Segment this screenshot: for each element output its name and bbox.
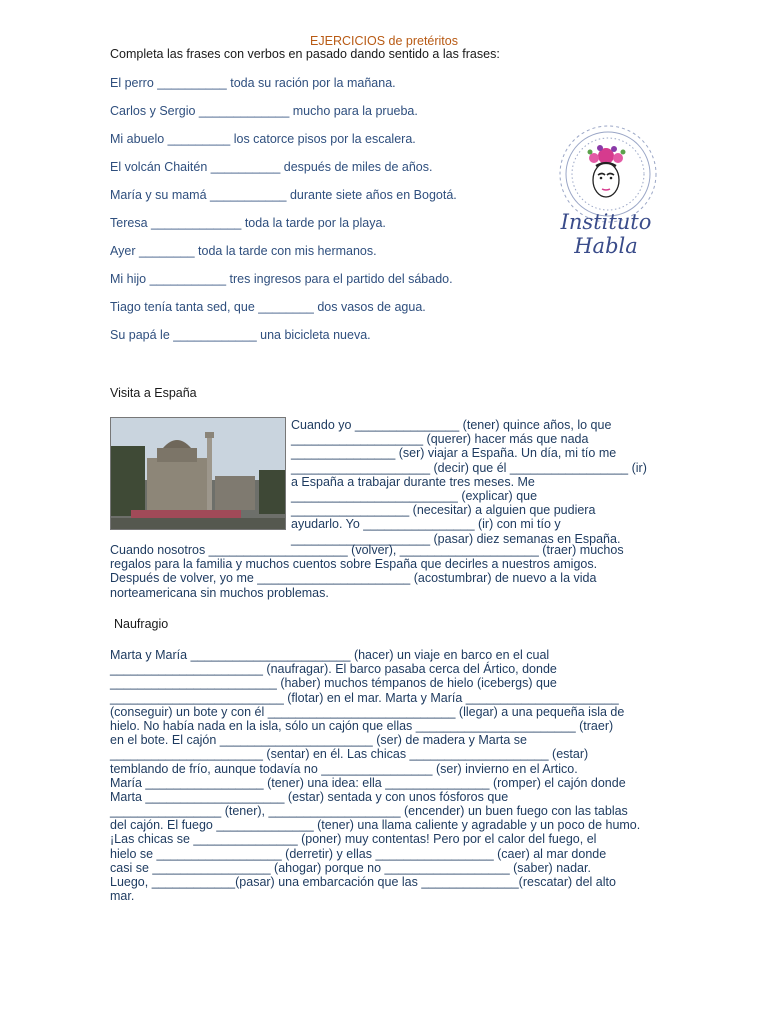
naufragio-line: (conseguir) un bote y con él ___________________________ (llegar) a una pequeña isla de bbox=[110, 704, 625, 719]
logo-text: Instituto Habla bbox=[560, 210, 652, 258]
visita-line: ____________________ (decir) que él _________________ (ir) bbox=[291, 460, 647, 475]
naufragio-line: Marta y María _______________________ (hacer) un viaje en barco en el cual bbox=[110, 648, 550, 662]
sentence-8: Mi hijo ___________ tres ingresos para el partido del sábado. bbox=[110, 272, 453, 286]
visita-line: Cuando nosotros ____________________ (volver), ____________________ (traer) muchos bbox=[110, 543, 624, 557]
visita-line: ____________________ (pasar) diez semanas en España. bbox=[291, 531, 621, 546]
naufragio-line: mar. bbox=[110, 889, 135, 904]
visita-line: a España a trabajar durante tres meses. Me bbox=[291, 474, 535, 489]
visita-line: norteamericana sin muchos problemas. bbox=[110, 585, 329, 600]
visita-line: ayudarlo. Yo ________________ (ir) con mi tío y bbox=[291, 517, 561, 532]
naufragio-line: hielo. No había nada en la isla, sólo un cajón que ellas _______________________ (traer) bbox=[110, 718, 614, 733]
page-title: EJERCICIOS de pretéritos bbox=[310, 34, 458, 48]
naufragio-line: María _________________ (tener) una idea: ella _______________ (romper) el cajón donde bbox=[110, 775, 626, 790]
sentence-3: Mi abuelo _________ los catorce pisos por la escalera. bbox=[110, 132, 416, 146]
sentence-6: Teresa _____________ toda la tarde por la playa. bbox=[110, 216, 386, 230]
naufragio-line: hielo se __________________ (derretir) y ellas _________________ (caer) al mar donde bbox=[110, 846, 607, 861]
visita-line: Después de volver, yo me ______________________ (acostumbrar) de nuevo a la vida bbox=[110, 571, 597, 586]
sentence-5: María y su mamá ___________ durante siete años en Bogotá. bbox=[110, 188, 457, 202]
naufragio-line: ______________________ (sentar) en él. Las chicas ____________________ (estar) bbox=[110, 747, 589, 762]
sentence-7: Ayer ________ toda la tarde con mis hermanos. bbox=[110, 244, 377, 258]
naufragio-line: Luego, ____________(pasar) una embarcación que las ______________(rescatar) del alto bbox=[110, 875, 616, 889]
naufragio-line: _________________________ (flotar) en el mar. Marta y María ______________________ bbox=[110, 690, 619, 705]
visita-line: regalos para la familia y muchos cuentos sobre España que decirles a nuestros amigos. bbox=[110, 557, 598, 572]
naufragio-line: temblando de frío, aunque todavía no ________________ (ser) invierno en el Artico. bbox=[110, 761, 578, 776]
instituto-habla-logo bbox=[528, 122, 684, 258]
naufragio-line: ¡Las chicas se _______________ (poner) muy contentas! Pero por el calor del fuego, el bbox=[110, 832, 597, 847]
visita-line: Cuando yo _______________ (tener) quince años, lo que bbox=[291, 418, 612, 432]
sentence-1: El perro __________ toda su ración por la mañana. bbox=[110, 76, 396, 90]
naufragio-line: ________________ (tener), ___________________ (encender) un buen fuego con las tablas bbox=[110, 804, 628, 819]
sentence-9: Tiago tenía tanta sed, que ________ dos vasos de agua. bbox=[110, 300, 426, 314]
naufragio-line: Marta ____________________ (estar) sentada y con unos fósforos que bbox=[110, 789, 509, 804]
visita-line: ___________________ (querer) hacer más que nada bbox=[291, 432, 589, 447]
naufragio-line: casi se _________________ (ahogar) porque no __________________ (saber) nadar. bbox=[110, 860, 591, 875]
visita-line: ________________________ (explicar) que bbox=[291, 488, 538, 503]
sentence-2: Carlos y Sergio _____________ mucho para la prueba. bbox=[110, 104, 418, 118]
visita-line: _______________ (ser) viajar a España. Un día, mi tío me bbox=[291, 446, 617, 461]
instructions: Completa las frases con verbos en pasado dando sentido a las frases: bbox=[110, 47, 500, 61]
naufragio-line: del cajón. El fuego ______________ (tener) una llama caliente y agradable y un poco de humo. bbox=[110, 818, 641, 833]
photo-of-building-in-spain bbox=[110, 417, 286, 530]
building-photo-icon bbox=[111, 418, 285, 529]
naufragio-line: ________________________ (haber) muchos témpanos de hielo (icebergs) que bbox=[110, 676, 557, 691]
sentence-4: El volcán Chaitén __________ después de miles de años. bbox=[110, 160, 433, 174]
sentence-10: Su papá le ____________ una bicicleta nueva. bbox=[110, 328, 371, 342]
visita-line: _________________ (necesitar) a alguien que pudiera bbox=[291, 503, 596, 518]
naufragio-line: en el bote. El cajón ______________________ (ser) de madera y Marta se bbox=[110, 733, 527, 748]
section-heading-visita: Visita a España bbox=[110, 386, 197, 400]
naufragio-line: ______________________ (naufragar). El barco pasaba cerca del Ártico, donde bbox=[110, 662, 557, 677]
section-heading-naufragio: Naufragio bbox=[114, 617, 169, 631]
